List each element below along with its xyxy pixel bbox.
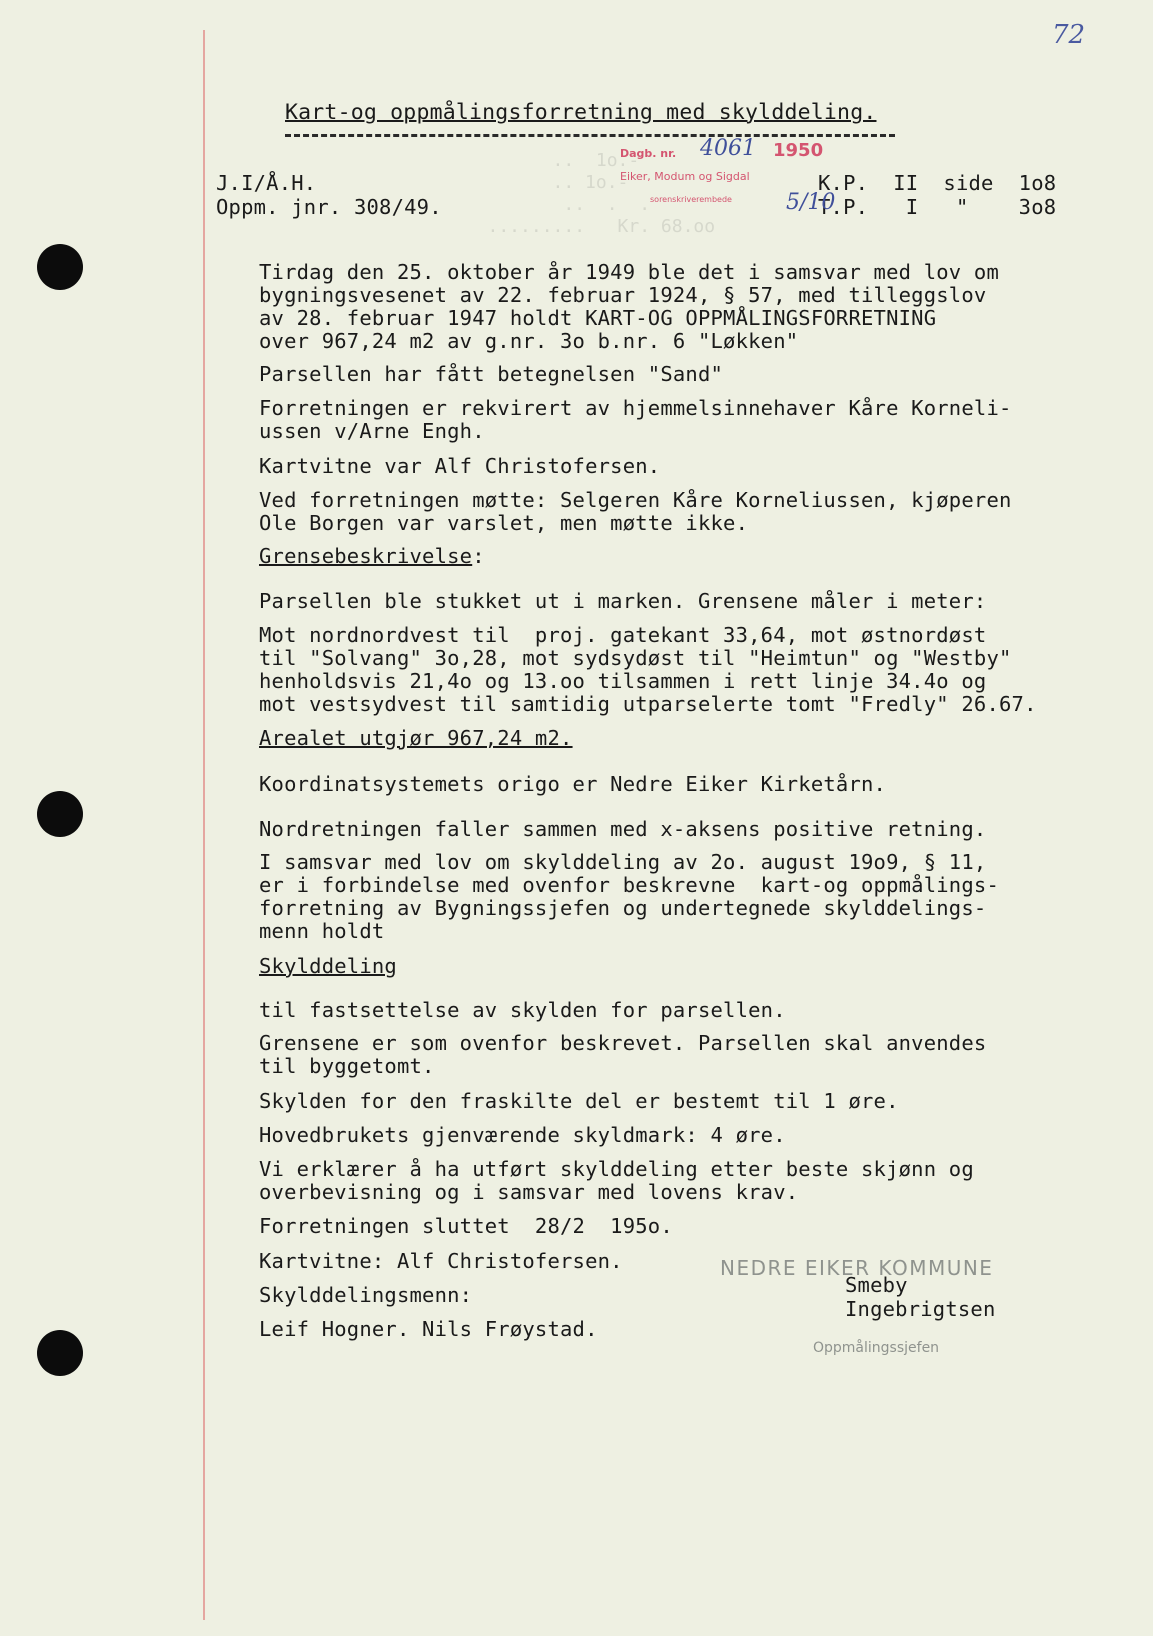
paragraph-purpose: til fastsettelse av skylden for parsellen. xyxy=(259,998,786,1022)
paragraph-intro: Tirdag den 25. oktober år 1949 ble det i samsvar med lov om bygningsvesenet av 22. februar 1924, § 57, med tilleggslov av 28. februar 1947 holdt KART-OG OPPMÅLINGSFORRETNING over 967,24 m2 av g.nr. 3o b.nr. 6 "Løkken" xyxy=(259,260,999,353)
stamp-office: sorenskriverembede xyxy=(650,195,732,204)
municipal-stamp: NEDRE EIKER KOMMUNE xyxy=(720,1256,994,1280)
paragraph-attendance: Ved forretningen møtte: Selgeren Kåre Korneliussen, kjøperen Ole Borgen var varslet, men møtte ikke. xyxy=(259,488,1012,535)
signature-smeby: Smeby xyxy=(845,1273,908,1297)
paragraph-law: I samsvar med lov om skylddeling av 2o. august 19o9, § 11, er i forbindelse med ovenfor beskrevne kart-og oppmålings- forretning av Bygningssjefen og undertegnede skylddelings- menn holdt xyxy=(259,850,999,943)
heading-skylddeling: Skylddeling xyxy=(259,954,397,978)
municipal-stamp-title: Oppmålingssjefen xyxy=(813,1340,940,1356)
stamp-label: Dagb. nr. xyxy=(620,147,677,160)
stamp-court: Eiker, Modum og Sigdal xyxy=(620,170,750,183)
punch-hole xyxy=(37,791,83,837)
paragraph-designation: Parsellen har fått betegnelsen "Sand" xyxy=(259,362,724,386)
paragraph-origin: Koordinatsystemets origo er Nedre Eiker Kirketårn. xyxy=(259,772,887,796)
document-title: Kart-og oppmålingsforretning med skylddeling. xyxy=(285,100,877,125)
stamp-year: 1950 xyxy=(773,140,824,161)
oppm-ref: Oppm. jnr. 308/49. xyxy=(216,195,442,219)
tp-ref: T.P. I " 3o8 xyxy=(818,195,1057,219)
title-rule xyxy=(285,134,895,137)
paragraph-requested-by: Forretningen er rekvirert av hjemmelsinnehaver Kåre Korneli- ussen v/Arne Engh. xyxy=(259,396,1012,443)
paragraph-staked: Parsellen ble stukket ut i marken. Grensene måler i meter: xyxy=(259,589,987,613)
paragraph-declaration: Vi erklærer å ha utført skylddeling etter beste skjønn og overbevisning og i samsvar med lovens krav. xyxy=(259,1157,974,1204)
kp-ref: K.P. II side 1o8 xyxy=(818,171,1057,195)
paragraph-witness: Kartvitne var Alf Christofersen. xyxy=(259,454,661,478)
paragraph-concluded: Forretningen sluttet 28/2 195o. xyxy=(259,1214,673,1238)
heading-boundary: Grensebeskrivelse: xyxy=(259,544,485,568)
margin-line xyxy=(203,30,205,1620)
punch-hole xyxy=(37,1330,83,1376)
stamp-date: 5/10 xyxy=(786,190,836,215)
bleed-through: .. 1o.- .. 1o.- .. . . ......... Kr. 68.oo xyxy=(487,150,716,237)
paragraph-witness-signature: Kartvitne: Alf Christofersen. xyxy=(259,1249,623,1273)
paragraph-boundaries: Mot nordnordvest til proj. gatekant 33,64, mot østnordøst til "Solvang" 3o,28, mot sydsydøst til "Heimtun" og "Westby" henholdsvis 21,4o og 13.oo tilsammen i rett linje 34.4o og mot vestsydvest til samtidig utparselerte tomt "Fredly" 26.67. xyxy=(259,623,1037,716)
page-number: 72 xyxy=(1052,20,1086,50)
paragraph-assessors-label: Skylddelingsmenn: xyxy=(259,1283,473,1307)
stamp-number: 4061 xyxy=(700,136,756,161)
paragraph-assessors: Leif Hogner. Nils Frøystad. xyxy=(259,1317,598,1341)
paragraph-north: Nordretningen faller sammen med x-aksens positive retning. xyxy=(259,817,987,841)
paragraph-remaining: Hovedbrukets gjenværende skyldmark: 4 øre. xyxy=(259,1123,786,1147)
journal-ref: J.I/Å.H. xyxy=(216,171,317,195)
punch-hole xyxy=(37,244,83,290)
paragraph-use: Grensene er som ovenfor beskrevet. Parsellen skal anvendes til byggetomt. xyxy=(259,1031,987,1078)
signature-ingebrigtsen: Ingebrigtsen xyxy=(845,1297,996,1321)
paragraph-skyld: Skylden for den fraskilte del er bestemt til 1 øre. xyxy=(259,1089,899,1113)
heading-area: Arealet utgjør 967,24 m2. xyxy=(259,726,573,750)
